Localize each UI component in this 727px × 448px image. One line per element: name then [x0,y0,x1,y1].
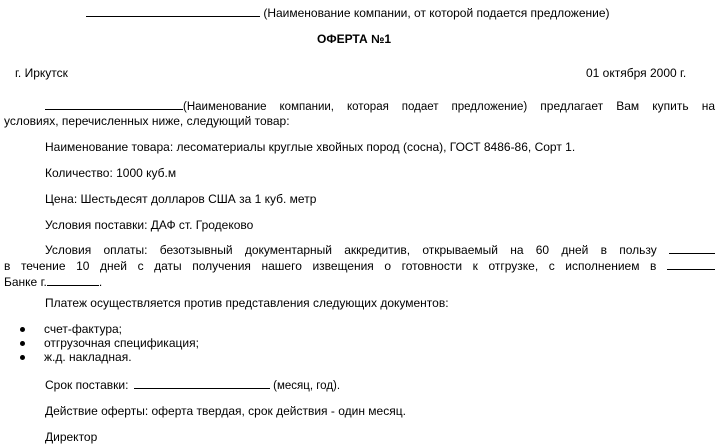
bullet-icon [20,355,25,360]
bullet-icon [20,327,25,332]
header-company-hint: (Наименование компании, от которой подается предложение) [263,6,610,20]
payment-line-2 [4,258,715,274]
goods-name: Наименование товара: лесоматериалы круглые хвойных пород (сосна), ГОСТ 8486-86, Сорт 1. [45,140,576,154]
intro-line-1-rest: предлагает Вам купить на [540,99,715,113]
list-item: ж.д. накладная. [4,350,199,364]
payment-line-1 [4,242,715,258]
delivery-time [45,377,340,393]
bank-blank [667,258,715,270]
bullet-icon [20,341,25,346]
delivery-time-label: Срок поставки: [45,378,129,392]
intro-company-hint: (Наименование компании, которая подает предложение) [183,101,528,113]
delivery-time-blank [134,377,270,389]
document-title: ОФЕРТА №1 [317,32,392,46]
delivery-terms: Условия поставки: ДАФ ст. Гродеково [45,218,254,232]
price: Цена: Шестьдесят долларов США за 1 куб. метр [45,192,317,206]
header-line [86,5,610,20]
documents-intro: Платеж осуществляется против представления следующих документов: [45,296,449,310]
intro-line-2: условиях, перечисленных ниже, следующий товар: [4,114,290,128]
delivery-time-hint: (месяц, год). [273,380,341,392]
list-item: отгрузочная спецификация; [4,336,199,350]
city: г. Иркутск [15,66,68,80]
intro-line-1 [4,98,715,115]
offer-validity: Действие оферты: оферта твердая, срок действия - один месяц. [45,404,406,418]
bank-city-blank [47,274,99,286]
quantity: Количество: 1000 куб.м [45,166,177,180]
offeror-name-blank [45,98,183,110]
document-date: 01 октября 2000 г. [586,66,687,80]
documents-list [4,322,199,364]
payment-line-1-text: Условия оплаты: безотзывный документарный аккредитив, открываемый на 60 дней в пользу [45,243,657,257]
beneficiary-blank [669,242,715,254]
payment-line-3-suffix: . [98,275,103,289]
signature-title: Директор [45,430,98,444]
company-name-blank [86,5,260,17]
payment-line-3-prefix: Банке г. [4,275,47,289]
payment-line-3 [4,274,102,289]
payment-line-2-text: в течение 10 дней с даты получения нашего извещения о готовности к отгрузке, с исполнением в [4,259,657,273]
list-item: счет-фактура; [4,322,199,336]
